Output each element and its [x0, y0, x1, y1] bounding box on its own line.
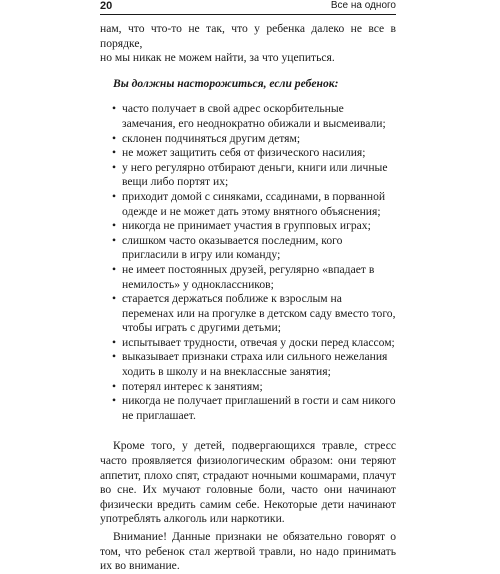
intro-text	[100, 22, 396, 66]
bullet-icon: •	[112, 219, 117, 233]
page-number: 20	[100, 0, 113, 12]
list-item-text: не имеет постоянных друзей, регулярно «впадает в немилость» у одноклассников;	[122, 262, 375, 291]
list-item	[112, 350, 396, 379]
bullet-icon: •	[112, 131, 117, 145]
book-title: Все на одного	[330, 0, 396, 11]
bullet-icon: •	[112, 146, 117, 160]
warning-heading: Вы должны насторожиться, если ребенок:	[113, 76, 339, 90]
list-item	[112, 233, 396, 263]
bullet-icon: •	[112, 335, 117, 349]
list-item-text: слишком часто оказывается последним, кого пригласили в игру или команду;	[122, 233, 343, 262]
bullet-icon: •	[112, 350, 117, 364]
list-item-text: никогда не принимает участия в групповых играх;	[122, 219, 371, 233]
list-item	[112, 189, 396, 219]
page-body	[100, 22, 396, 574]
list-item-text: часто получает в свой адрес оскорбительные замечания, его неоднократно обижали и высмеивали;	[122, 102, 386, 130]
list-item	[112, 262, 396, 292]
intro-line-2: но мы никак не можем найти, за что уцепиться.	[100, 51, 335, 65]
bullet-icon: •	[112, 160, 117, 174]
bullet-icon: •	[112, 292, 117, 306]
list-item-text: у него регулярно отбирают деньги, книги или личные вещи либо портят их;	[122, 160, 388, 189]
list-item	[112, 219, 396, 234]
paragraph-attention: Внимание! Данные признаки не обязательно говорят о том, что ребенок стал жертвой травли, но надо принимать их во внимание.	[100, 530, 396, 573]
list-item-text: никогда не получает приглашений в гости и сам никого не приглашает.	[122, 394, 396, 422]
list-item-text: старается держаться поближе к взрослым на переменах или на прогулке в детском саду вместо того, чтобы играть с другими детьми;	[122, 292, 396, 335]
list-item-text: склонен подчиняться другим детям;	[122, 131, 301, 145]
list-item	[112, 160, 396, 190]
intro-line-1: нам, что что-то не так, что у ребенка далеко не все в порядке,	[100, 22, 396, 50]
list-item-text: приходит домой с синяками, ссадинами, в порванной одежде и не может дать этому внятного объяснения;	[122, 189, 386, 218]
list-item	[112, 394, 396, 423]
bullet-icon: •	[112, 379, 117, 393]
list-item	[112, 292, 396, 336]
list-item	[112, 146, 396, 161]
running-head	[100, 0, 396, 15]
list-item-text: испытывает трудности, отвечая у доски перед классом;	[122, 335, 395, 349]
bullet-icon: •	[112, 189, 117, 203]
bullet-icon: •	[112, 262, 117, 276]
list-item	[112, 379, 396, 395]
bullet-icon: •	[112, 233, 117, 247]
list-item	[112, 335, 396, 351]
list-item-text: не может защитить себя от физического насилия;	[122, 146, 366, 160]
list-item	[112, 102, 396, 131]
paragraph-physiological: Кроме того, у детей, подвергающихся травле, стресс часто проявляется физиологическим образом: они теряют аппетит, плохо спят, страдают ночными кошмарами, плачут во сне. Их мучают головные боли, часто они начинают физически вредить самим себе. Некоторые дети начинают употреблять алкоголь или наркотики.	[100, 439, 396, 526]
bullet-icon: •	[112, 102, 117, 116]
bullet-icon: •	[112, 394, 117, 408]
list-item-text: выказывает признаки страха или сильного нежелания ходить в школу и на внеклассные занятия;	[122, 350, 388, 379]
list-item-text: потерял интерес к занятиям;	[122, 379, 263, 393]
signs-list	[100, 102, 396, 423]
list-item	[112, 131, 396, 147]
